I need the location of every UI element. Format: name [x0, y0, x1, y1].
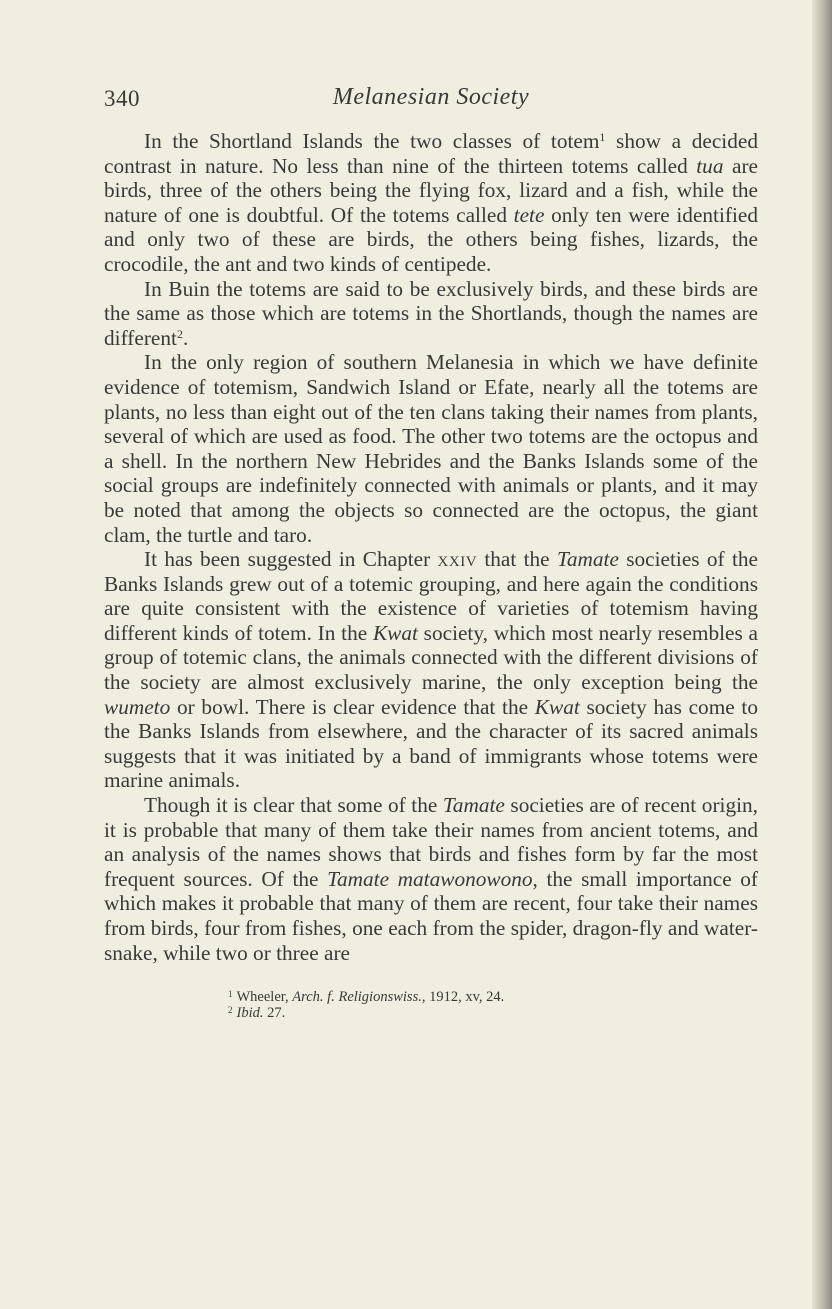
body-text — [104, 129, 758, 965]
footnote-1: $^1$ Wheeler, Arch. f. Religionswiss., 1912, xv, 24. — [228, 989, 505, 1006]
page-edge-shadow — [812, 0, 832, 1309]
paragraph-3: In the only region of southern Melanesia in which we have definite evidence of totemism, Sandwich Island or Efate, nearly all the totems are plants, no less than eight out of the ten clans taking their names from plants, several of which are used as food. The other two totems are the octopus and a shell. In the northern New Hebrides and the Banks Islands some of the social groups are indefinitely connected with animals or plants, and it may be noted that among the objects so connected are the octopus, the giant clam, the turtle and taro. — [104, 350, 758, 547]
footnote-2: $^2$ Ibid. 27. — [228, 1005, 286, 1022]
paragraph-4: It has been suggested in Chapter xxiv that the Tamate societies of the Banks Islands grew out of a totemic grouping, and here again the conditions are quite consistent with the existence of varieties of totemism having different kinds of totem. In the Kwat society, which most nearly resembles a group of totemic clans, the animals connected with the different divisions of the society are almost exclusively marine, the only exception being the wumeto or bowl. There is clear evidence that the Kwat society has come to the Banks Islands from elsewhere, and the character of its sacred animals suggests that it was initiated by a band of immigrants whose totems were marine animals. — [104, 547, 758, 793]
running-title: Melanesian Society — [332, 84, 530, 110]
paragraph-5: Though it is clear that some of the Tamate societies are of recent origin, it is probable that many of them take their names from ancient totems, and an analysis of the names shows that birds and fishes form by far the most frequent sources. Of the Tamate matawonowono, the small importance of which makes it probable that many of them are recent, four take their names from birds, four from fishes, one each from the spider, dragon-fly and water-snake, while two or three are — [104, 793, 759, 965]
footnotes — [104, 989, 758, 1021]
footnote-ref-1: 1 — [599, 130, 606, 144]
paragraph-2: In Buin the totems are said to be exclusively birds, and these birds are the same as those which are totems in the Shortlands, though the names are different$^2$. — [104, 276, 758, 350]
footnote-ref-2: 2 — [176, 326, 183, 341]
page-number: 340 — [104, 86, 140, 111]
book-page — [104, 82, 758, 1021]
page-header — [104, 82, 758, 116]
paragraph-1: In the Shortland Islands the two classes of totem$^1$ show a decided contrast in nature. No less than nine of the thirteen totems called tua are birds, three of the others being the flying fox, lizard and a fish, while the nature of one is doubtful. Of the totems called tete only ten were identified and only two of these are birds, the others being fishes, lizards, the crocodile, the ant and two kinds of centipede. — [104, 129, 758, 276]
